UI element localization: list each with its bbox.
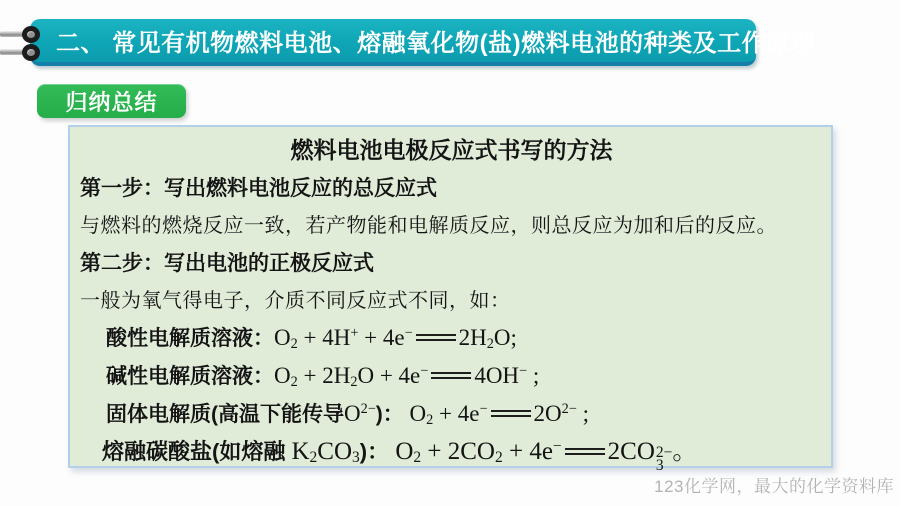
- chemical-formula: $O_2 + 4e^-$ $2O^{2-}$ ;: [403, 401, 589, 428]
- chemical-formula: $K_2CO_3$: [291, 438, 360, 467]
- long-equals-sign: [565, 448, 605, 455]
- binder-ring-icon: [22, 26, 40, 43]
- chemical-formula: $O_2 + 2H_2O + 4e^-$ 4OH− ;: [274, 363, 540, 390]
- chemical-formula: $O_2 + 4H^+ + 4e^-$ $2H_2O$;: [274, 325, 517, 352]
- panel-line: [80, 282, 823, 319]
- chemical-formula: $O^{2-}$: [344, 401, 376, 426]
- line-text: 酸性电解质溶液：: [106, 327, 274, 350]
- panel-lines: [80, 169, 823, 472]
- page-title: 二、 常见有机物燃料电池、熔融氧化物(盐)燃料电池的种类及工作原理: [56, 30, 816, 57]
- panel-line: [80, 395, 823, 433]
- stacked-charge: 2− 3: [655, 444, 673, 474]
- line-text: 碱性电解质溶液：: [106, 365, 274, 388]
- line-text: 固体电解质(高温下能传导: [106, 403, 344, 426]
- chemical-formula: $O_2 + 2CO_2 + 4e^-$ 2CO 2− 3 。: [389, 437, 698, 474]
- long-equals-sign: [491, 410, 531, 417]
- line-text: 第一步：写出燃料电池反应的总反应式: [80, 177, 437, 200]
- line-text: 第二步：写出电池的正极反应式: [80, 252, 374, 275]
- panel-line: [80, 319, 823, 357]
- line-text: )：: [359, 439, 390, 464]
- long-equals-sign: [416, 334, 456, 341]
- title-bar: [30, 19, 816, 66]
- watermark: 123化学网，最大的化学资料库: [654, 477, 894, 496]
- panel-line: [80, 433, 823, 472]
- line-text: 一般为氧气得电子，介质不同反应式不同，如：: [80, 288, 511, 312]
- line-text: 熔融碳酸盐(如熔融: [102, 439, 292, 464]
- content-panel: [68, 125, 833, 474]
- panel-line: [80, 357, 823, 395]
- summary-badge: 归纳总结: [37, 84, 186, 118]
- panel-line: [80, 207, 823, 244]
- panel-line: [80, 169, 823, 207]
- line-text: )：: [375, 403, 404, 426]
- panel-line: [80, 244, 823, 282]
- long-equals-sign: [431, 372, 471, 379]
- line-text: 与燃料的燃烧反应一致，若产物能和电解质反应，则总反应为加和后的反应。: [80, 213, 777, 237]
- binder-ring-icon: [22, 44, 40, 61]
- panel-title: 燃料电池电极反应式书写的方法: [290, 137, 613, 163]
